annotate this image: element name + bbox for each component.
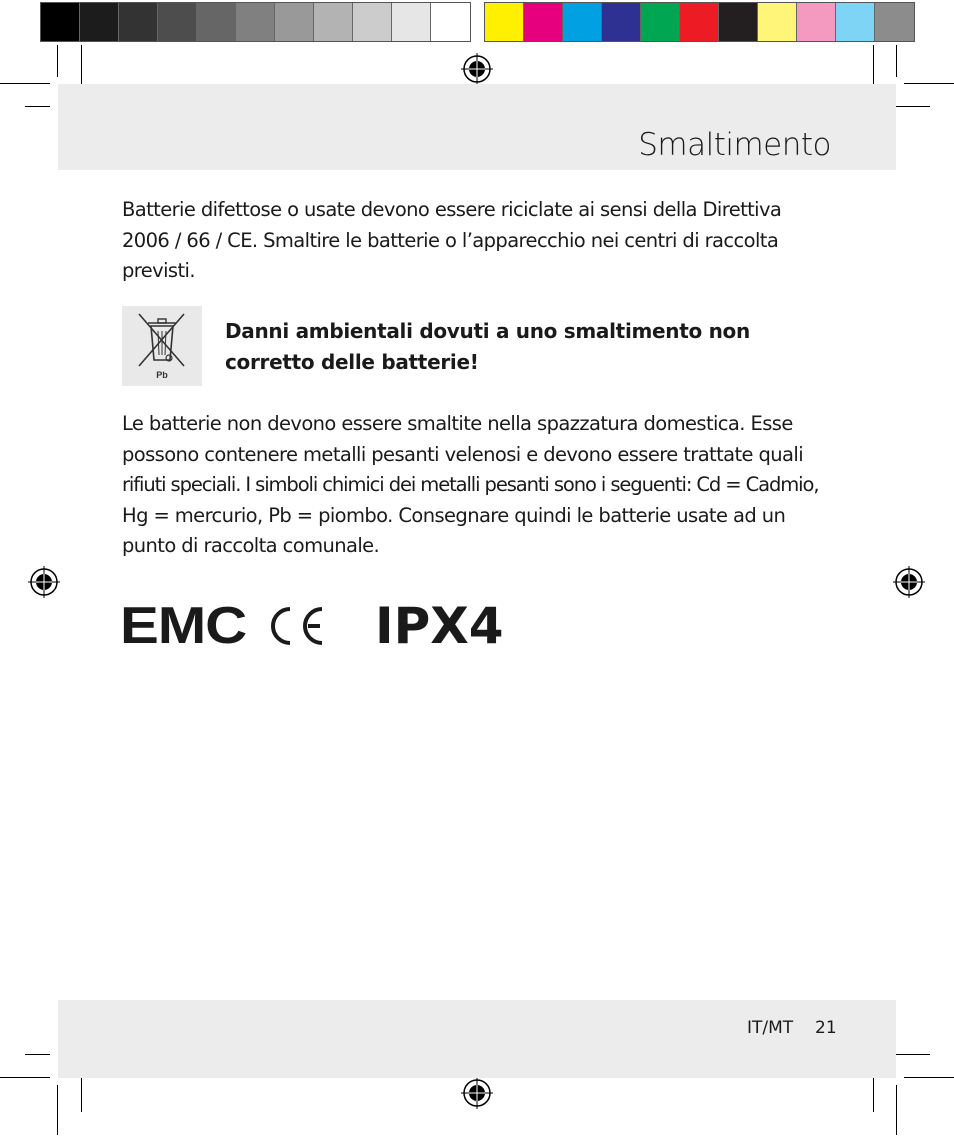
crop-mark (904, 83, 954, 84)
body-line: possono contenere metalli pesanti velenosi e devono essere trattate quali (122, 442, 804, 466)
body-line: Hg = mercurio, Pb = piombo. Consegnare quindi le batterie usate ad un (122, 503, 786, 527)
swatch (602, 3, 641, 41)
swatch (719, 3, 758, 41)
intro-paragraph (122, 195, 842, 287)
swatch (431, 3, 470, 41)
warning-line: corretto delle batterie! (225, 350, 479, 374)
crop-mark (873, 1072, 874, 1112)
swatch (641, 3, 680, 41)
crop-mark (57, 1085, 58, 1135)
warning-line: Danni ambientali dovuti a uno smaltimento non (225, 319, 750, 343)
swatch (236, 3, 275, 41)
crop-mark (896, 45, 897, 77)
crop-mark (81, 1072, 82, 1112)
swatch (524, 3, 563, 41)
body-line: rifiuti speciali. I simboli chimici dei metalli pesanti sono i seguenti: Cd = Cadmio, (122, 473, 819, 497)
registration-mark-icon (28, 566, 60, 598)
body-line: Le batterie non devono essere smaltite nella spazzatura domestica. Esse (122, 412, 793, 435)
pb-label: Pb (156, 370, 168, 380)
swatch (758, 3, 797, 41)
crop-mark (896, 1085, 897, 1135)
process-color-bar (484, 2, 915, 42)
page-title: Smaltimento (638, 127, 831, 163)
swatch (41, 3, 80, 41)
emc-mark: EMC (120, 597, 247, 655)
swatch (392, 3, 431, 41)
grayscale-color-bar (40, 2, 471, 42)
swatch (119, 3, 158, 41)
footer-band (58, 1000, 896, 1078)
intro-line: 2006 / 66 / CE. Smaltire le batterie o l’apparecchio nei centri di raccolta (122, 228, 779, 252)
crop-mark (25, 1054, 50, 1055)
registration-mark-icon (461, 1077, 493, 1109)
swatch (275, 3, 314, 41)
swatch (875, 3, 914, 41)
swatch (158, 3, 197, 41)
body-line: punto di raccolta comunale. (122, 534, 380, 558)
swatch (353, 3, 392, 41)
swatch (563, 3, 602, 41)
crop-mark (57, 45, 58, 77)
intro-line: previsti. (122, 259, 195, 283)
intro-line: Batterie difettose o usate devono essere riciclate ai sensi della Direttiva (122, 198, 782, 221)
swatch (80, 3, 119, 41)
warning-text (225, 316, 845, 378)
crop-mark (890, 106, 930, 107)
swatch (836, 3, 875, 41)
page-number: 21 (815, 1018, 837, 1038)
swatch (797, 3, 836, 41)
swatch (197, 3, 236, 41)
crop-mark (890, 1054, 930, 1055)
crop-mark (0, 83, 50, 84)
registration-mark-icon (893, 566, 925, 598)
body-paragraph (122, 409, 842, 562)
swatch (485, 3, 524, 41)
swatch (314, 3, 353, 41)
ce-mark-icon (264, 605, 326, 647)
crossed-bin-icon (122, 306, 202, 386)
crop-mark (904, 1077, 954, 1078)
crop-mark (25, 106, 50, 107)
registration-mark-icon (461, 53, 493, 85)
footer-language: IT/MT (747, 1018, 794, 1038)
crop-mark (0, 1077, 50, 1078)
swatch (680, 3, 719, 41)
ipx4-mark: IPX4 (375, 597, 504, 655)
